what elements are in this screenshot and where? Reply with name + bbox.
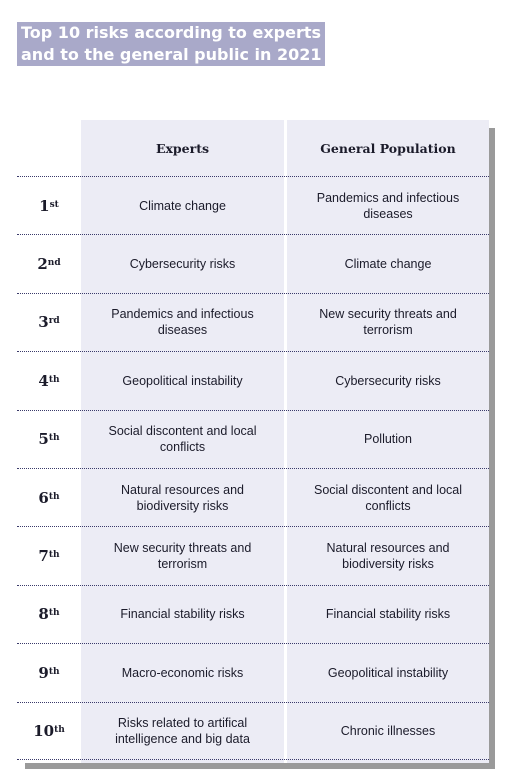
- experts-risk-cell: Geopolitical instability: [122, 373, 243, 388]
- general-risk-cell: Financial stability risks: [325, 607, 451, 622]
- rank-suffix: th: [48, 666, 60, 677]
- general-column-header: General Population: [320, 140, 456, 156]
- rank-suffix: th: [48, 491, 60, 502]
- page-title: [17, 22, 325, 66]
- rank-suffix: th: [48, 550, 60, 561]
- rank-number: 3: [38, 313, 49, 332]
- general-risk-cell: Social discontent and local conflicts: [313, 482, 462, 513]
- rank-label: [17, 703, 81, 759]
- table-row: [17, 526, 489, 584]
- experts-risk-cell: Climate change: [139, 198, 226, 213]
- rank-suffix: nd: [47, 258, 61, 269]
- rank-suffix: st: [49, 199, 59, 210]
- table-row: [17, 585, 489, 643]
- experts-risk-cell: New security threats and terrorism: [113, 541, 252, 572]
- general-risk-cell: Natural resources and biodiversity risks: [326, 541, 450, 572]
- rank-number: 2: [37, 255, 48, 274]
- general-risk-cell: Climate change: [344, 257, 432, 272]
- table-row: [17, 176, 489, 234]
- general-risk-cell: Chronic illnesses: [340, 723, 436, 738]
- general-risk-cell: Pollution: [364, 432, 412, 447]
- experts-risk-cell: Macro-economic risks: [121, 665, 244, 680]
- rank-number: 9: [38, 663, 49, 682]
- rank-label: [17, 177, 81, 234]
- rank-suffix: th: [54, 724, 65, 735]
- experts-risk-cell: Pandemics and infectious diseases: [111, 307, 254, 338]
- general-risk-cell: Cybersecurity risks: [335, 373, 441, 388]
- experts-risk-cell: Cybersecurity risks: [129, 257, 236, 272]
- experts-risk-cell: Social discontent and local conflicts: [108, 424, 257, 455]
- table-body: [17, 176, 489, 760]
- general-risk-cell: Pandemics and infectious diseases: [316, 190, 460, 221]
- table-row: [17, 293, 489, 351]
- rank-suffix: rd: [48, 316, 60, 327]
- table-row: [17, 702, 489, 760]
- rank-number: 7: [38, 547, 49, 566]
- table-shadow-right: [489, 128, 495, 768]
- rank-label: [17, 294, 81, 351]
- rank-suffix: th: [48, 433, 60, 444]
- experts-risk-cell: Natural resources and biodiversity risks: [121, 482, 244, 513]
- rank-label: [17, 644, 81, 701]
- rank-number: 10: [33, 721, 55, 740]
- rank-number: 8: [38, 605, 49, 624]
- general-risk-cell: Geopolitical instability: [327, 665, 449, 680]
- rank-number: 5: [38, 430, 49, 449]
- title-line-1: Top 10 risks according to experts: [17, 22, 325, 44]
- rank-label: [17, 586, 81, 643]
- table-row: [17, 351, 489, 409]
- rank-label: [17, 235, 81, 292]
- table-shadow-bottom: [25, 763, 495, 769]
- table-row: [17, 643, 489, 701]
- rank-number: 1: [39, 196, 50, 215]
- title-line-2: and to the general public in 2021: [17, 44, 325, 66]
- rank-label: [17, 469, 81, 526]
- rank-number: 4: [38, 371, 49, 390]
- rank-label: [17, 352, 81, 409]
- general-risk-cell: New security threats and terrorism: [319, 307, 457, 338]
- experts-risk-cell: Financial stability risks: [120, 607, 245, 622]
- risk-table: [17, 120, 495, 770]
- table-row: [17, 468, 489, 526]
- experts-risk-cell: Risks related to artifical intelligence and big data: [115, 715, 250, 746]
- rank-suffix: th: [48, 374, 60, 385]
- experts-column-header: Experts: [155, 140, 210, 156]
- table-row: [17, 410, 489, 468]
- rank-number: 6: [38, 488, 49, 507]
- rank-label: [17, 411, 81, 468]
- rank-suffix: th: [48, 608, 60, 619]
- table-row: [17, 234, 489, 292]
- rank-label: [17, 527, 81, 584]
